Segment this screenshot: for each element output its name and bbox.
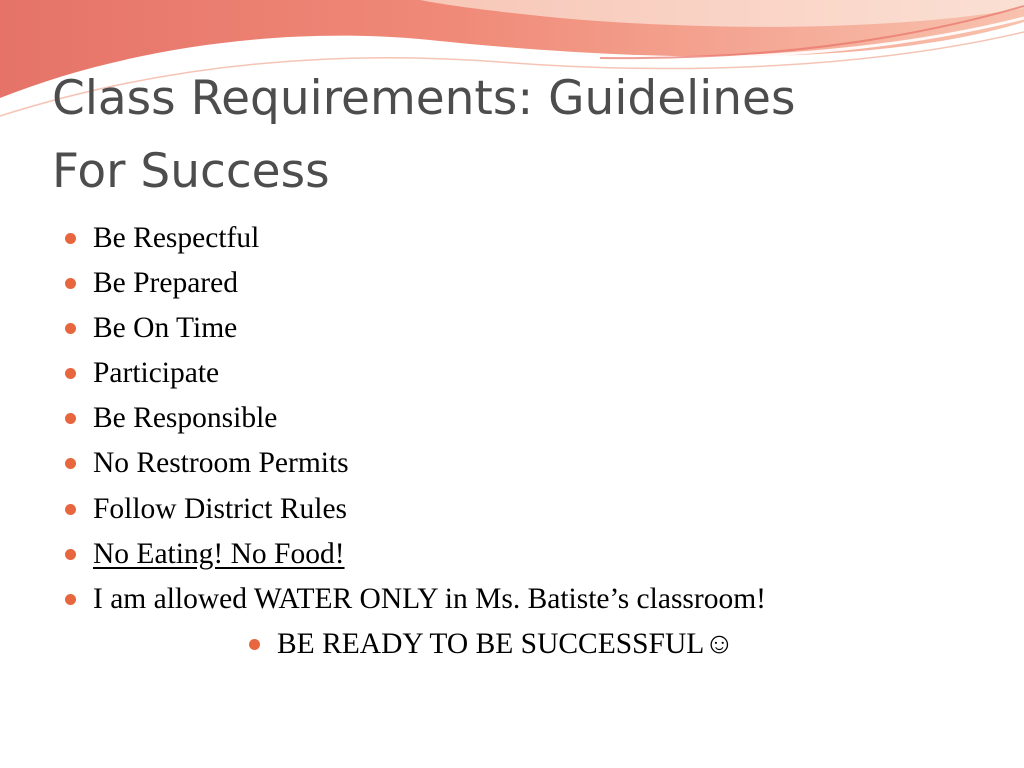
bullet-dot-icon bbox=[65, 549, 76, 560]
bullet-text: Follow District Rules bbox=[93, 492, 348, 525]
bullet-text: No Restroom Permits bbox=[93, 447, 349, 480]
bullet-no-restroom-permits bbox=[0, 441, 1024, 486]
bullet-text: Participate bbox=[93, 357, 220, 390]
bullet-be-ready bbox=[0, 622, 1024, 667]
slide-title-line-1: Class Requirements: Guidelines bbox=[52, 71, 796, 126]
bullet-text: Be Respectful bbox=[93, 222, 260, 254]
bullet-participate bbox=[0, 351, 1024, 396]
bullet-dot-icon bbox=[65, 368, 76, 379]
bullet-be-prepared bbox=[0, 261, 1024, 306]
bullet-dot-icon bbox=[65, 413, 76, 424]
slide-title-line-2: For Success bbox=[52, 144, 330, 199]
bullet-dot-icon bbox=[65, 233, 76, 244]
slide-title bbox=[52, 62, 952, 208]
bullet-list bbox=[0, 216, 1024, 667]
bullet-text: BE READY TO BE SUCCESSFUL☺ bbox=[277, 627, 735, 660]
bullet-text: No Eating! No Food! bbox=[93, 537, 345, 570]
bullet-be-on-time bbox=[0, 306, 1024, 351]
bullet-be-respectful bbox=[0, 216, 1024, 261]
bullet-dot-icon bbox=[65, 504, 76, 515]
bullet-dot-icon bbox=[65, 323, 76, 334]
bullet-no-eating bbox=[0, 532, 1024, 577]
bullet-dot-icon bbox=[65, 458, 76, 469]
bullet-dot-icon bbox=[65, 278, 76, 289]
bullet-dot-icon bbox=[249, 639, 260, 650]
bullet-follow-district-rules bbox=[0, 487, 1024, 532]
bullet-water-only bbox=[0, 577, 1024, 622]
bullet-be-responsible bbox=[0, 396, 1024, 441]
bullet-text: Be On Time bbox=[93, 312, 238, 345]
bullet-text: Be Responsible bbox=[93, 402, 278, 435]
bullet-text: I am allowed WATER ONLY in Ms. Batiste’s classroom! bbox=[93, 582, 766, 615]
bullet-text: Be Prepared bbox=[93, 267, 238, 300]
bullet-dot-icon bbox=[65, 594, 76, 605]
